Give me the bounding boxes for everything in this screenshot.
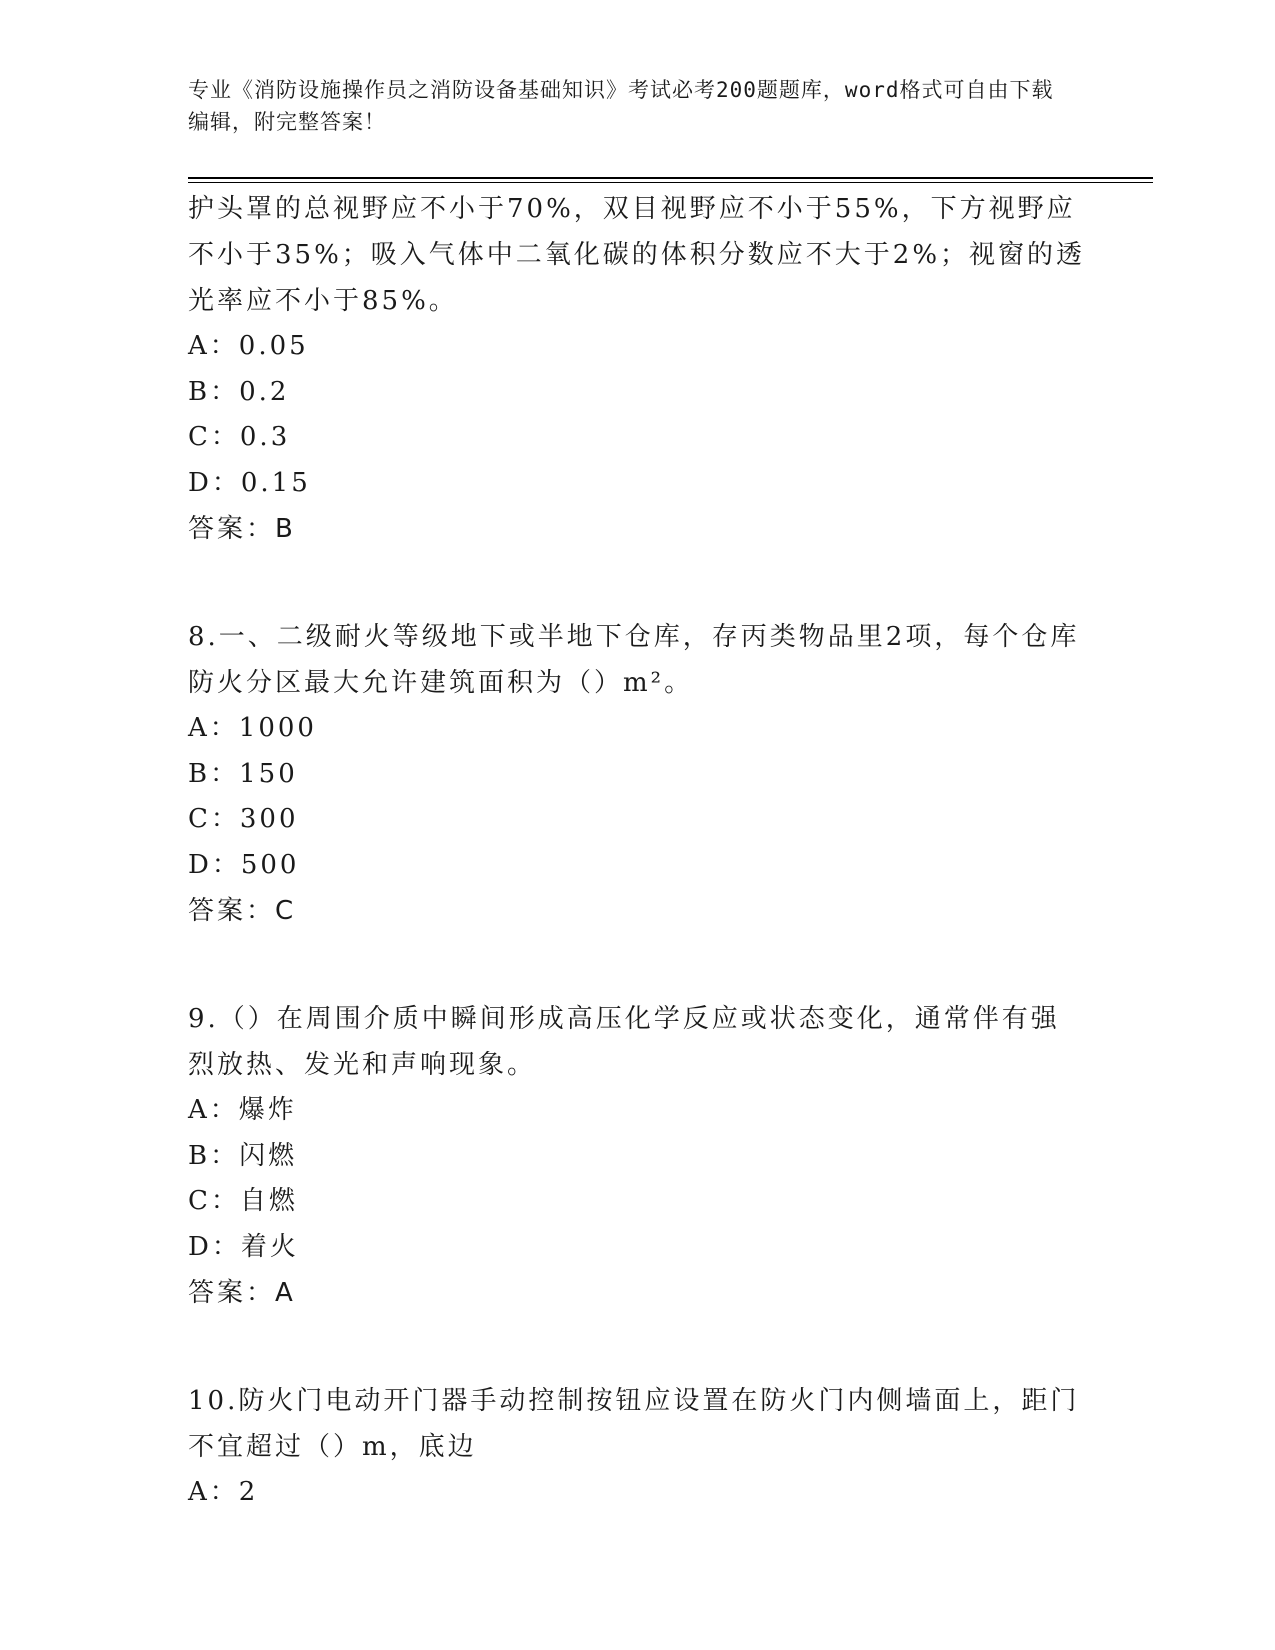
- option-b: B：闪燃: [188, 1140, 298, 1171]
- answer-line: 答案：A: [188, 1278, 296, 1308]
- question-item: [188, 186, 1088, 552]
- option-d: D：着火: [188, 1231, 299, 1262]
- option-a: A：爆炸: [188, 1095, 297, 1125]
- option-c: C：300: [188, 804, 299, 834]
- question-item: [188, 996, 1088, 1316]
- option-b: B：150: [188, 758, 298, 789]
- question-item: [188, 614, 1088, 934]
- question-spacer: [188, 1316, 1088, 1378]
- option-c: C：自燃: [188, 1186, 298, 1216]
- question-item: [188, 1378, 1088, 1516]
- question-spacer: [188, 934, 1088, 996]
- option-c: C：0.3: [188, 422, 291, 452]
- question-list: [188, 186, 1088, 1516]
- question-text: 9.（）在周围介质中瞬间形成高压化学反应或状态变化，通常伴有强烈放热、发光和声响现象。: [188, 1004, 1060, 1080]
- document-header: 专业《消防设施操作员之消防设备基础知识》考试必考200题题库，word格式可自由下载编辑，附完整答案！: [188, 78, 1054, 134]
- question-text: 8.一、二级耐火等级地下或半地下仓库，存丙类物品里2项，每个仓库防火分区最大允许建筑面积为（）m²。: [188, 622, 1080, 698]
- answer-line: 答案：C: [188, 896, 297, 926]
- option-b: B：0.2: [188, 376, 290, 407]
- option-a: A：0.05: [188, 331, 309, 361]
- option-a: A：2: [188, 1477, 259, 1507]
- option-d: D：500: [188, 849, 300, 880]
- option-a: A：1000: [188, 713, 317, 743]
- question-spacer: [188, 552, 1088, 614]
- header-divider: [188, 177, 1153, 179]
- answer-line: 答案：B: [188, 514, 296, 544]
- question-text: 护头罩的总视野应不小于70%，双目视野应不小于55%，下方视野应不小于35%；吸入气体中二氧化碳的体积分数应不大于2%；视窗的透光率应不小于85%。: [188, 194, 1086, 316]
- question-text: 10.防火门电动开门器手动控制按钮应设置在防火门内侧墙面上，距门不宜超过（）m，底边: [188, 1386, 1080, 1462]
- header-divider-thin: [188, 182, 1153, 183]
- option-d: D：0.15: [188, 467, 311, 498]
